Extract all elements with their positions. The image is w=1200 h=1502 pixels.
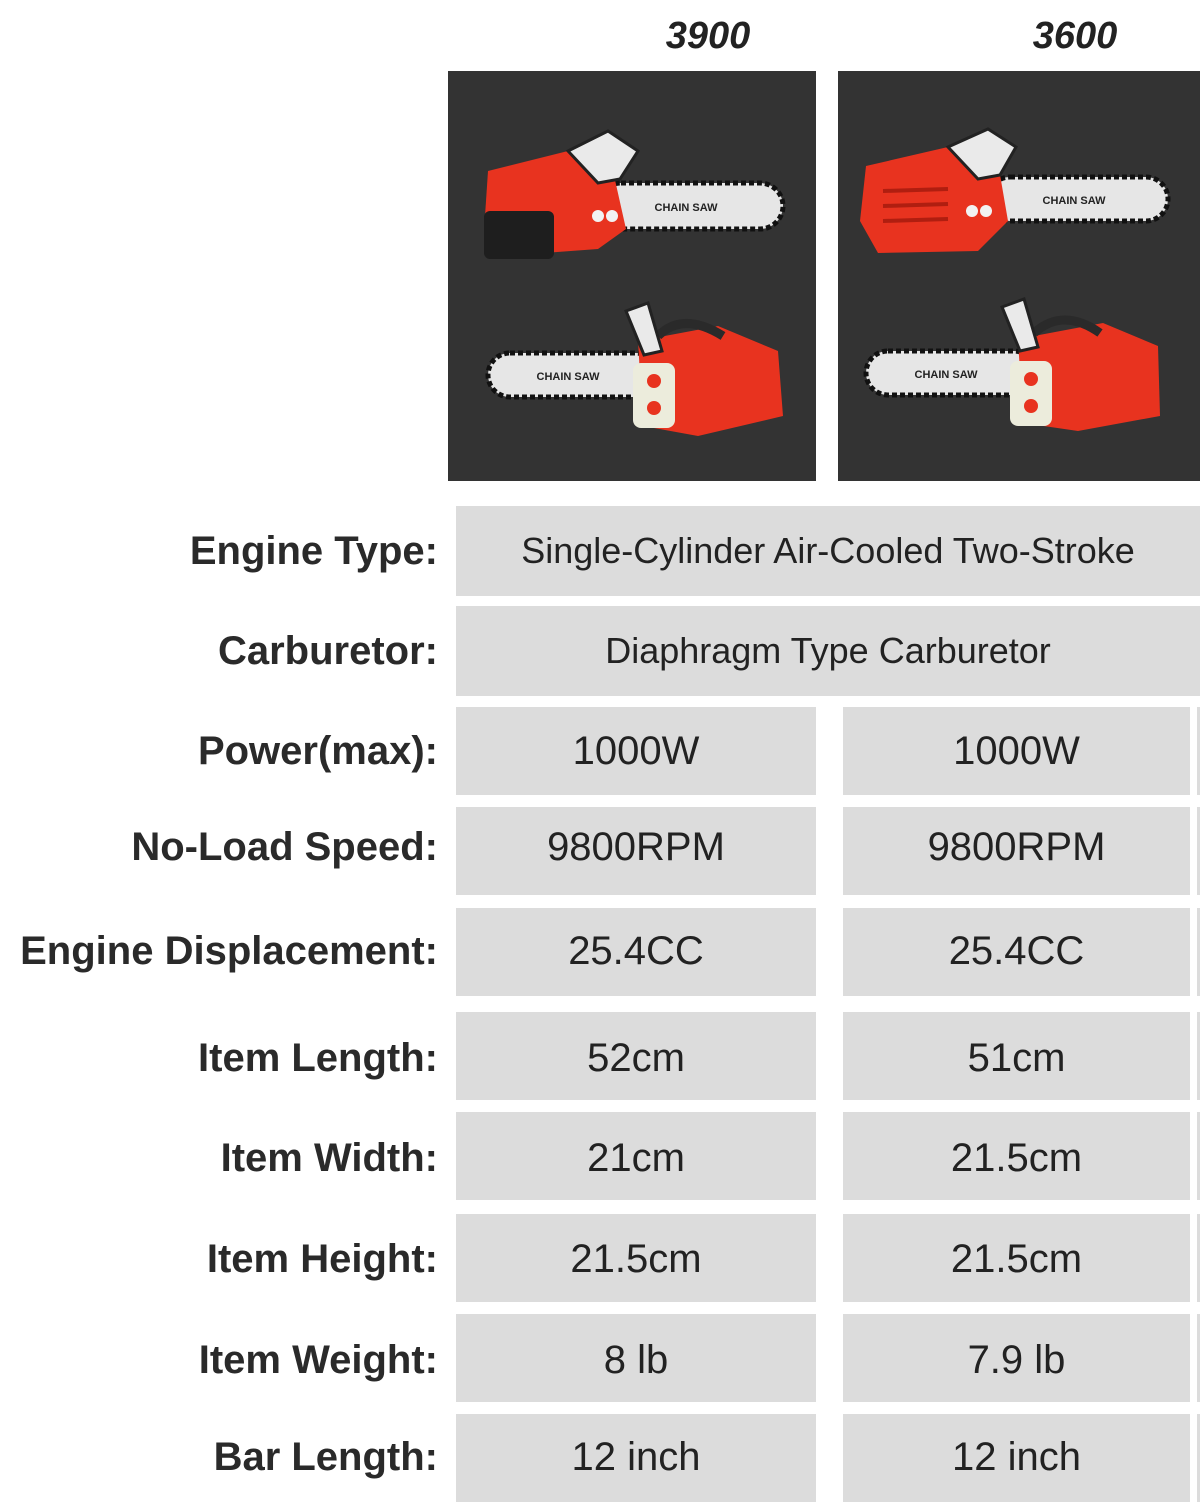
spec-value-bar-length-3900: 12 inch bbox=[456, 1414, 816, 1502]
spec-value-engine-displacement-3900: 25.4CC bbox=[456, 908, 816, 996]
spec-label-engine-displacement: Engine Displacement: bbox=[20, 929, 438, 973]
chainsaw-bottom-3900 bbox=[488, 303, 783, 436]
spec-value-carburetor: Diaphragm Type Carburetor bbox=[456, 606, 1200, 696]
spec-label-bar-length: Bar Length: bbox=[213, 1435, 438, 1479]
spec-value-engine-type: Single-Cylinder Air-Cooled Two-Stroke bbox=[456, 506, 1200, 596]
model-title-3600: 3600 bbox=[1032, 15, 1118, 57]
spec-value-no-load-speed-3900: 9800RPM bbox=[456, 807, 816, 895]
chainsaw-bottom-3600 bbox=[866, 299, 1160, 431]
spec-value-item-weight-3900: 8 lb bbox=[456, 1314, 816, 1402]
chainsaw-top-3900 bbox=[484, 131, 783, 259]
product-photo-3600 bbox=[838, 71, 1200, 481]
spec-value-power-3900: 1000W bbox=[456, 707, 816, 795]
product-photo-3900 bbox=[448, 71, 816, 481]
spec-label-no-load-speed: No-Load Speed: bbox=[131, 825, 438, 869]
spec-value-no-load-speed-3600: 9800RPM bbox=[843, 807, 1190, 895]
spec-value-item-length-3600: 51cm bbox=[843, 1012, 1190, 1100]
spec-value-engine-displacement-3600: 25.4CC bbox=[843, 908, 1190, 996]
spec-value-item-length-3900: 52cm bbox=[456, 1012, 816, 1100]
bar-label: CHAIN SAW bbox=[536, 371, 600, 383]
spec-label-power: Power(max): bbox=[197, 729, 438, 773]
spec-value-item-weight-3600: 7.9 lb bbox=[843, 1314, 1190, 1402]
model-title-3900: 3900 bbox=[665, 15, 751, 57]
spec-label-engine-type: Engine Type: bbox=[189, 529, 438, 573]
spec-label-carburetor: Carburetor: bbox=[217, 629, 438, 673]
spec-label-item-weight: Item Weight: bbox=[198, 1338, 438, 1382]
spec-value-item-height-3900: 21.5cm bbox=[456, 1214, 816, 1302]
bar-label: CHAIN SAW bbox=[914, 369, 978, 381]
spec-value-item-height-3600: 21.5cm bbox=[843, 1214, 1190, 1302]
chainsaw-top-3600 bbox=[860, 129, 1168, 253]
bar-label: CHAIN SAW bbox=[654, 202, 718, 214]
chainsaw-pair-illustration-3900 bbox=[448, 71, 816, 481]
spec-value-bar-length-3600: 12 inch bbox=[843, 1414, 1190, 1502]
bar-label: CHAIN SAW bbox=[1042, 195, 1106, 207]
spec-value-item-width-3600: 21.5cm bbox=[843, 1112, 1190, 1200]
spec-value-item-width-3900: 21cm bbox=[456, 1112, 816, 1200]
spec-label-item-length: Item Length: bbox=[198, 1036, 438, 1080]
spec-label-item-height: Item Height: bbox=[206, 1237, 438, 1281]
spec-value-power-3600: 1000W bbox=[843, 707, 1190, 795]
chainsaw-pair-illustration-3600 bbox=[838, 71, 1200, 481]
spec-label-item-width: Item Width: bbox=[220, 1136, 438, 1180]
